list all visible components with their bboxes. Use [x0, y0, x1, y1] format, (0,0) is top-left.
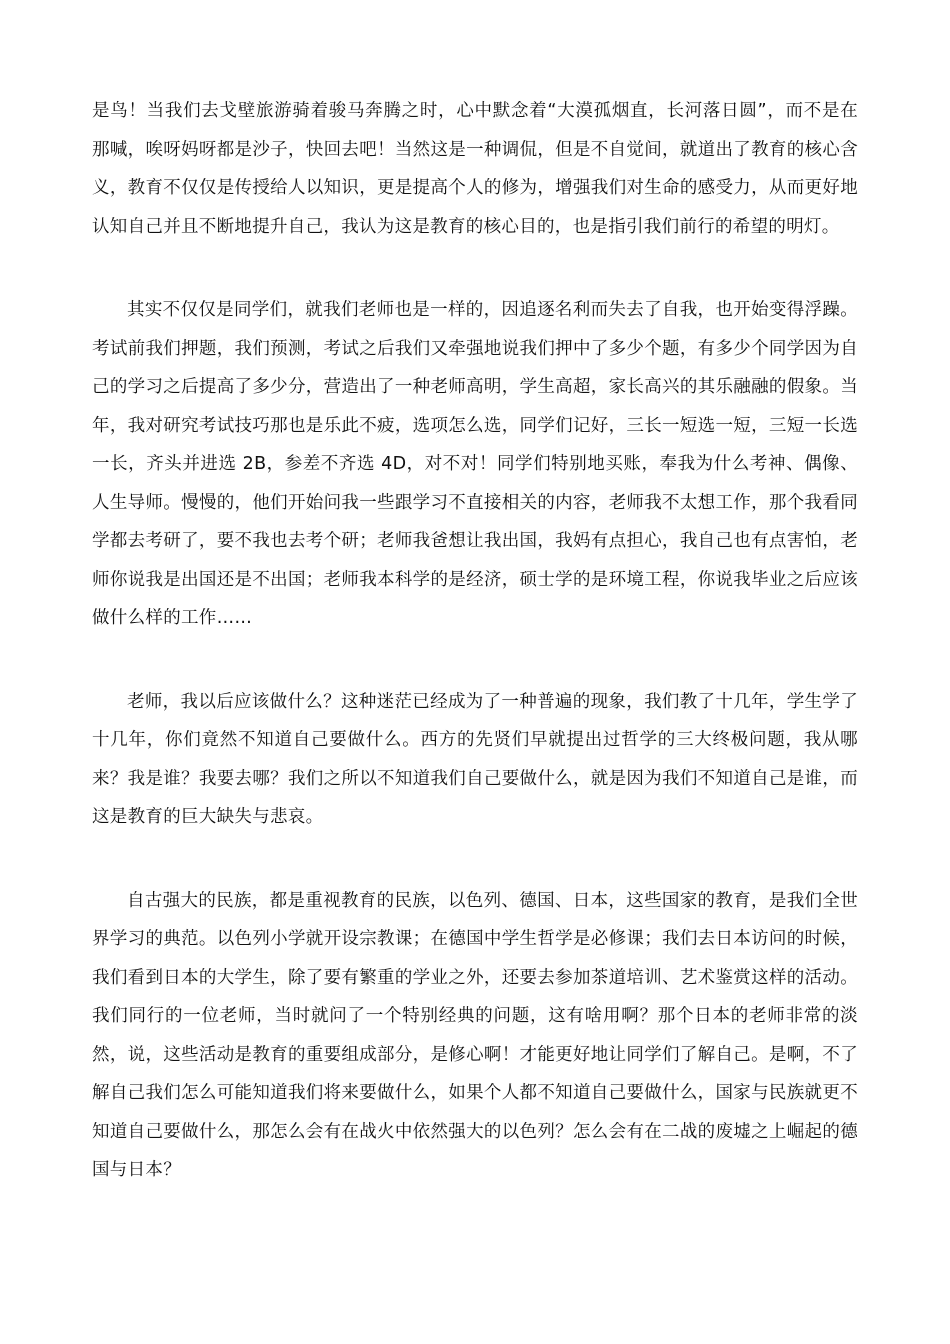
- paragraph-1: 是鸟！当我们去戈壁旅游骑着骏马奔腾之时，心中默念着“大漠孤烟直，长河落日圆”，而不是在那喊，唉呀妈呀都是沙子，快回去吧！当然这是一种调侃，但是不自觉间，就道出了教育的核心含义，教育不仅仅是传授给人以知识，更是提高个人的修为，增强我们对生命的感受力，从而更好地认知自己并且不断地提升自己，我认为这是教育的核心目的，也是指引我们前行的希望的明灯。: [92, 101, 858, 237]
- paragraph-2: 其实不仅仅是同学们，就我们老师也是一样的，因追逐名利而失去了自我，也开始变得浮躁。考试前我们押题，我们预测，考试之后我们又牵强地说我们押中了多少个题，有多少个同学因为自己的学习之后提高了多少分，营造出了一种老师高明，学生高超，家长高兴的其乐融融的假象。当年，我对研究考试技巧那也是乐此不疲，选项怎么选，同学们记好，三长一短选一短，三短一长选一长，齐头并进选 2B，参差不齐选 4D，对不对！同学们特别地买账，奉我为什么考神、偶像、人生导师。慢慢的，他们开始问我一些跟学习不直接相关的内容，老师我不太想工作，那个我看同学都去考研了，要不我也去考个研；老师我爸想让我出国，我妈有点担心，我自己也有点害怕，老师你说我是出国还是不出国；老师我本科学的是经济，硕士学的是环境工程，你说我毕业之后应该做什么样的工作……: [92, 300, 858, 628]
- paragraph-3: 老师，我以后应该做什么？这种迷茫已经成为了一种普遍的现象，我们教了十几年，学生学了十几年，你们竟然不知道自己要做什么。西方的先贤们早就提出过哲学的三大终极问题，我从哪来？我是谁？我要去哪？我们之所以不知道我们自己要做什么，就是因为我们不知道自己是谁，而这是教育的巨大缺失与悲哀。: [92, 691, 858, 827]
- paragraph-4: 自古强大的民族，都是重视教育的民族，以色列、德国、日本，这些国家的教育，是我们全世界学习的典范。以色列小学就开设宗教课；在德国中学生哲学是必修课；我们去日本访问的时候，我们看到日本的大学生，除了要有繁重的学业之外，还要去参加茶道培训、艺术鉴赏这样的活动。我们同行的一位老师，当时就问了一个特别经典的问题，这有啥用啊？那个日本的老师非常的淡然，说，这些活动是教育的重要组成部分，是修心啊！才能更好地让同学们了解自己。是啊，不了解自己我们怎么可能知道我们将来要做什么，如果个人都不知道自己要做什么，国家与民族就更不知道自己要做什么，那怎么会有在战火中依然强大的以色列？怎么会有在二战的废墟之上崛起的德国与日本？: [92, 890, 858, 1180]
- document-page: [92, 92, 858, 1190]
